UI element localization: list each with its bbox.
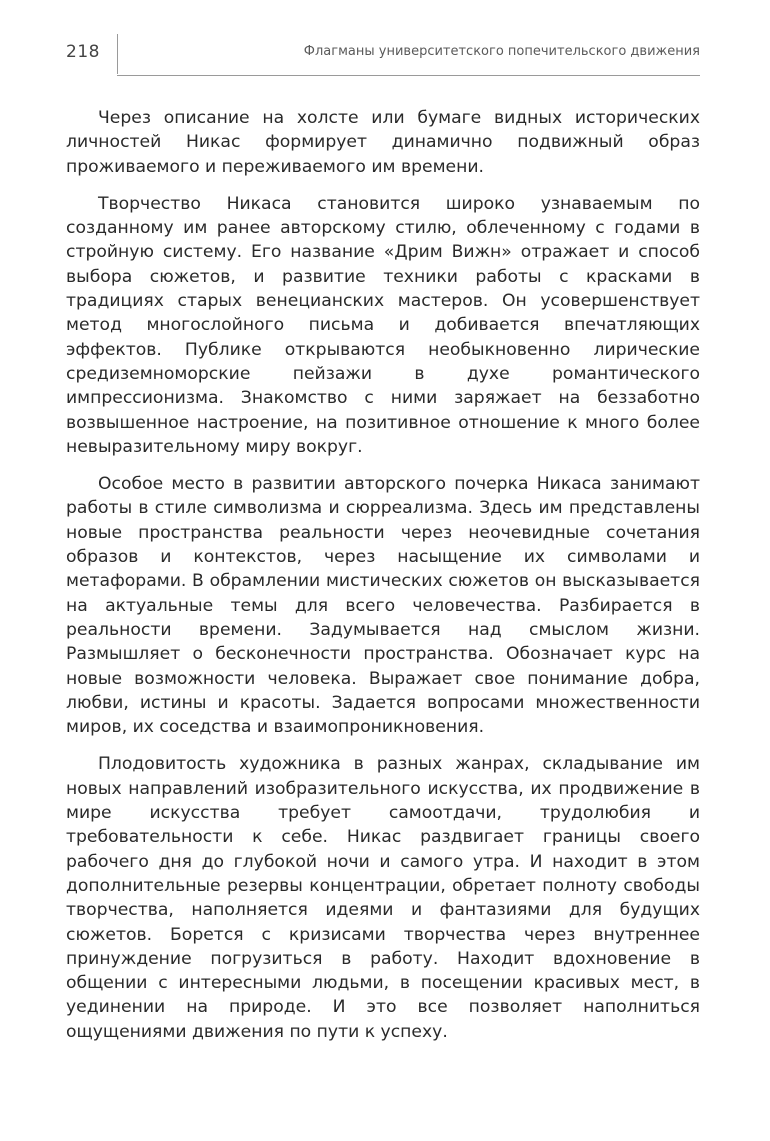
body-text [66,106,700,1057]
paragraph: Через описание на холсте или бумаге видных исторических личностей Никас формирует динамично подвижный образ проживаемого и переживаемого им времени. [66,108,700,177]
header-horizontal-rule [117,75,700,76]
page-number: 218 [66,42,100,62]
paragraph: Творчество Никаса становится широко узнаваемым по созданному им ранее авторскому стилю, облеченному с годами в стройную систему. Его название «Дрим Вижн» отражает и способ выбора сюжетов, и развитие техники работы с красками в традициях старых венецианских мастеров. Он усовершенствует метод многослойного письма и добивается впечатляющих эффектов. Публике открываются необыкновенно лирические средиземноморские пейзажи в духе романтического импрессионизма. Знакомство с ними заряжает на беззаботно возвышенное настроение, на позитивное отношение к много более невыразительному миру вокруг. [66,193,700,457]
paragraph: Особое место в развитии авторского почерка Никаса занимают работы в стиле символизма и сюрреализма. Здесь им представлены новые пространства реальности через неочевидные сочетания образов и контекстов, через насыщение их символами и метафорами. В обрамлении мистических сюжетов он высказывается на актуальные темы для всего человечества. Разбирается в реальности времени. Задумывается над смыслом жизни. Размышляет о бесконечности пространства. Обозначает курс на новые возможности человека. Выражает свое понимание добра, любви, истины и красоты. Задается вопросами множественности миров, их соседства и взаимопроникновения. [66,474,700,738]
page-header [0,30,770,76]
running-title: Флагманы университетского попечительского движения [303,44,700,59]
header-vertical-divider [117,34,118,74]
paragraph: Плодовитость художника в разных жанрах, складывание им новых направлений изобразительного искусства, их продвижение в мире искусства требует самоотдачи, трудолюбия и требовательности к себе. Никас раздвигает границы своего рабочего дня до глубокой ночи и самого утра. И находит в этом дополнительные резервы концентрации, обретает полноту свободы творчества, наполняется идеями и фантазиями для будущих сюжетов. Борется с кризисами творчества через внутреннее принуждение погрузиться в работу. Находит вдохновение в общении с интересными людьми, в посещении красивых мест, в уединении на природе. И это все позволяет наполниться ощущениями движения по пути к успеху. [66,754,700,1042]
